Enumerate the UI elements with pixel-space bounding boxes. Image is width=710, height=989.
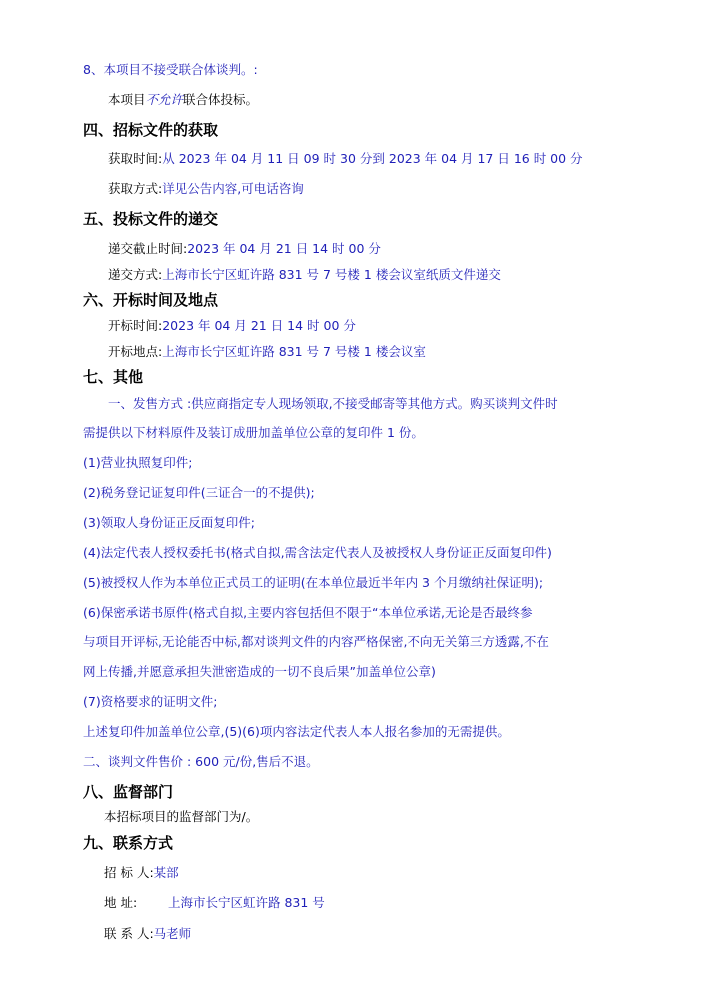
- section7-item6-line1: (6)保密承诺书原件(格式自拟,主要内容包括但不限于“本单位承诺,无论是否最终参: [83, 605, 533, 620]
- section6-time: [108, 318, 356, 334]
- section7-item6-line2: 与项目开评标,无论能否中标,都对谈判文件的内容严格保密,不向无关第三方透露,不在: [83, 634, 549, 649]
- item8-value: 不允许: [145, 92, 184, 107]
- section9-contact: [104, 926, 191, 942]
- section5-heading: 五、投标文件的递交: [83, 210, 219, 228]
- item8-suffix: 联合体投标。: [183, 92, 259, 107]
- section5-method: [108, 267, 501, 283]
- section7-price: 二、谈判文件售价 : 600 元/份,售后不退。: [83, 754, 319, 769]
- section7-item-2: (2)税务登记证复印件(三证合一的不提供);: [83, 485, 315, 500]
- section7-item-4: (4)法定代表人授权委托书(格式自拟,需含法定代表人及被授权人身份证正反面复印件): [83, 545, 552, 560]
- section9-tenderer-value: 某部: [153, 865, 179, 880]
- section4-heading: 四、招标文件的获取: [83, 121, 219, 139]
- section8-heading: 八、监督部门: [83, 783, 174, 801]
- section7-item-7: (7)资格要求的证明文件;: [83, 694, 218, 709]
- section7-note: 上述复印件加盖单位公章,(5)(6)项内容法定代表人本人报名参加的无需提供。: [83, 724, 510, 739]
- section9-contact-label: 联 系 人:: [104, 926, 154, 941]
- section9-tenderer-label: 招 标 人:: [104, 865, 154, 880]
- section6-place: [108, 344, 426, 360]
- section9-address-label: 地 址:: [104, 895, 138, 910]
- section9-tenderer: [104, 865, 179, 881]
- item8-line: [108, 92, 258, 108]
- section4-method-value: 详见公告内容,可电话咨询: [162, 181, 304, 196]
- section7-item-5: (5)被授权人作为本单位正式员工的证明(在本单位最近半年内 3 个月缴纳社保证明);: [83, 575, 544, 590]
- item8-label: 8、本项目不接受联合体谈判。:: [83, 62, 258, 77]
- section8-text: 本招标项目的监督部门为/。: [104, 809, 259, 824]
- section6-place-value: 上海市长宁区虹许路 831 号 7 号楼 1 楼会议室: [162, 344, 426, 359]
- section6-place-label: 开标地点:: [108, 344, 163, 359]
- section7-item-3: (3)领取人身份证正反面复印件;: [83, 515, 255, 530]
- section6-heading: 六、开标时间及地点: [83, 291, 219, 309]
- section9-address: [104, 895, 325, 911]
- section5-deadline-label: 递交截止时间:: [108, 241, 188, 256]
- section7-item-1: (1)营业执照复印件;: [83, 455, 193, 470]
- section5-deadline: [108, 241, 381, 257]
- section9-address-value: 上海市长宁区虹许路 831 号: [168, 895, 325, 910]
- section9-contact-value: 马老师: [153, 926, 192, 941]
- section7-item6-line3: 网上传播,并愿意承担失泄密造成的一切不良后果”加盖单位公章): [83, 664, 436, 679]
- section9-heading: 九、联系方式: [83, 834, 174, 852]
- section4-time: [108, 151, 583, 167]
- section5-method-value: 上海市长宁区虹许路 831 号 7 号楼 1 楼会议室纸质文件递交: [162, 267, 501, 282]
- section6-time-label: 开标时间:: [108, 318, 163, 333]
- section4-method-label: 获取方式:: [108, 181, 163, 196]
- section4-time-label: 获取时间:: [108, 151, 163, 166]
- section6-time-value: 2023 年 04 月 21 日 14 时 00 分: [162, 318, 356, 333]
- item8-prefix: 本项目: [108, 92, 146, 107]
- section5-method-label: 递交方式:: [108, 267, 163, 282]
- section5-deadline-value: 2023 年 04 月 21 日 14 时 00 分: [187, 241, 381, 256]
- section7-heading: 七、其他: [83, 368, 144, 386]
- section4-time-value: 从 2023 年 04 月 11 日 09 时 30 分到 2023 年 04 月 17 日 16 时 00 分: [162, 151, 583, 166]
- section4-method: [108, 181, 304, 197]
- section7-para1-line2: 需提供以下材料原件及装订成册加盖单位公章的复印件 1 份。: [83, 425, 424, 440]
- section7-para1-line1: 一、发售方式 :供应商指定专人现场领取,不接受邮寄等其他方式。购买谈判文件时: [108, 396, 558, 411]
